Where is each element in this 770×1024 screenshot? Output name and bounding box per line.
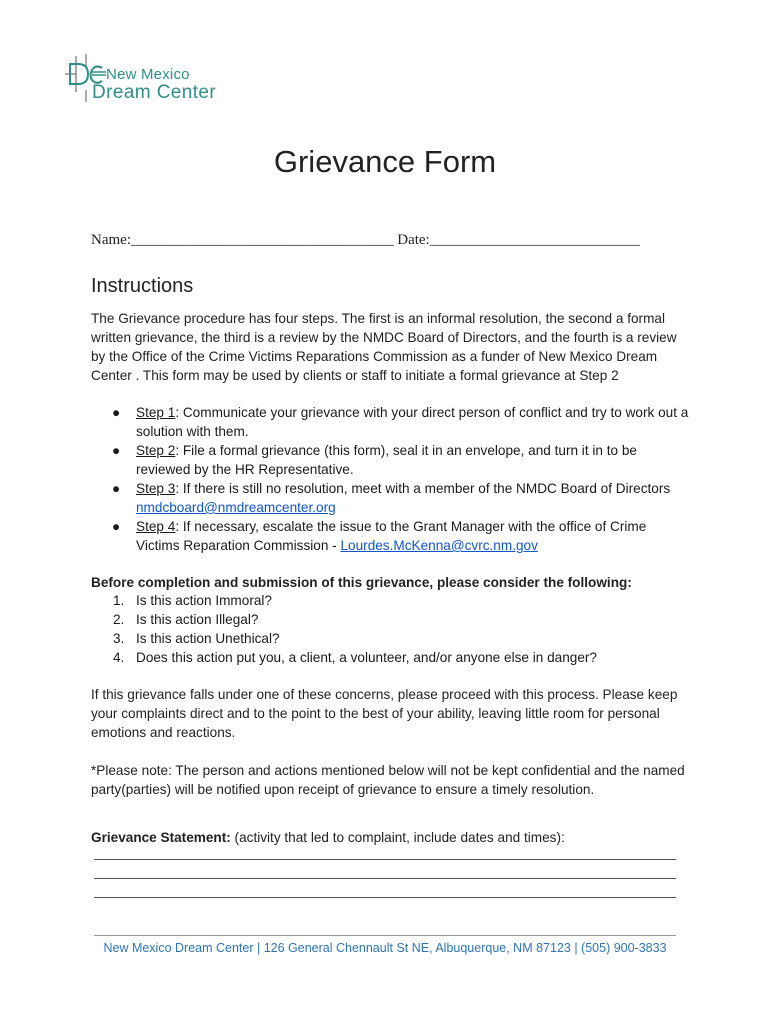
list-item <box>91 403 691 441</box>
bullet-icon: ● <box>112 481 121 496</box>
instructions-paragraph: The Grievance procedure has four steps. The first is an informal resolution, the second a formal written grievance, the third is a review by the NMDC Board of Directors, and the fourth is a review by the Office of the Crime Victims Reparations Commission as a funder of New Mexico Dream Center . This form may be used by clients or staff to initiate a formal grievance at Step 2 <box>91 311 677 383</box>
step-label: Step 2 <box>136 443 176 458</box>
page-title: Grievance Form <box>273 144 497 179</box>
grievance-statement-label: Grievance Statement: (activity that led to complaint, include dates and times): <box>91 830 565 845</box>
step-text: : Communicate your grievance with your direct person of conflict and try to work out a solution with them. <box>136 405 689 439</box>
step-label: Step 3 <box>136 481 176 496</box>
statement-line[interactable] <box>94 878 676 879</box>
proceed-paragraph: If this grievance falls under one of these concerns, please proceed with this process. Please keep your complaints direct and to the point to the best of your ability, leaving little room for personal emotions and reactions. <box>91 687 678 740</box>
name-label: Name: <box>91 232 131 248</box>
list-item: 3. Is this action Unethical? <box>113 631 280 646</box>
instructions-heading: Instructions <box>91 275 194 297</box>
list-item <box>91 441 691 479</box>
consider-list <box>91 591 691 667</box>
step-text: : If there is still no resolution, meet with a member of the NMDC Board of Directors <box>175 481 671 496</box>
logo-text-new-mexico: New Mexico <box>106 66 190 83</box>
name-date-line <box>91 232 640 249</box>
list-item <box>91 479 691 517</box>
date-field[interactable]: ____________________________ <box>429 232 640 248</box>
statement-line[interactable] <box>94 897 676 898</box>
bullet-icon: ● <box>112 405 121 420</box>
logo <box>62 52 232 106</box>
name-field[interactable]: ___________________________________ <box>130 232 398 248</box>
board-email-link[interactable]: nmdcboard@nmdreamcenter.org <box>136 500 336 515</box>
bullet-icon: ● <box>112 519 121 534</box>
grant-manager-email-link[interactable]: Lourdes.McKenna@cvrc.nm.gov <box>340 538 538 553</box>
steps-list <box>91 403 691 555</box>
logo-text-dream-center: Dream Center <box>92 82 217 103</box>
consider-heading: Before completion and submission of this grievance, please consider the following: <box>91 575 632 590</box>
footer: New Mexico Dream Center | 126 General Chennault St NE, Albuquerque, NM 87123 | (505) 900-3833 <box>103 941 667 955</box>
statement-line[interactable] <box>94 859 676 860</box>
step-label: Step 1 <box>136 405 176 420</box>
list-item: 1. Is this action Immoral? <box>113 593 272 608</box>
note-paragraph: *Please note: The person and actions mentioned below will not be kept confidential and the named party(parties) will be notified upon receipt of grievance to ensure a timely resolution. <box>91 763 685 797</box>
list-item <box>91 517 691 555</box>
step-text: : If necessary, escalate the issue to the Grant Manager with the office of Crime Victims Reparation Commission - <box>136 519 647 553</box>
bullet-icon: ● <box>112 443 121 458</box>
list-item: 4. Does this action put you, a client, a volunteer, and/or anyone else in danger? <box>113 650 597 665</box>
list-item: 2. Is this action Illegal? <box>113 612 259 627</box>
step-text: : File a formal grievance (this form), seal it in an envelope, and turn it in to be reviewed by the HR Representative. <box>136 443 637 477</box>
date-label: Date: <box>397 232 430 248</box>
step-label: Step 4 <box>136 519 176 534</box>
footer-divider <box>94 935 676 936</box>
